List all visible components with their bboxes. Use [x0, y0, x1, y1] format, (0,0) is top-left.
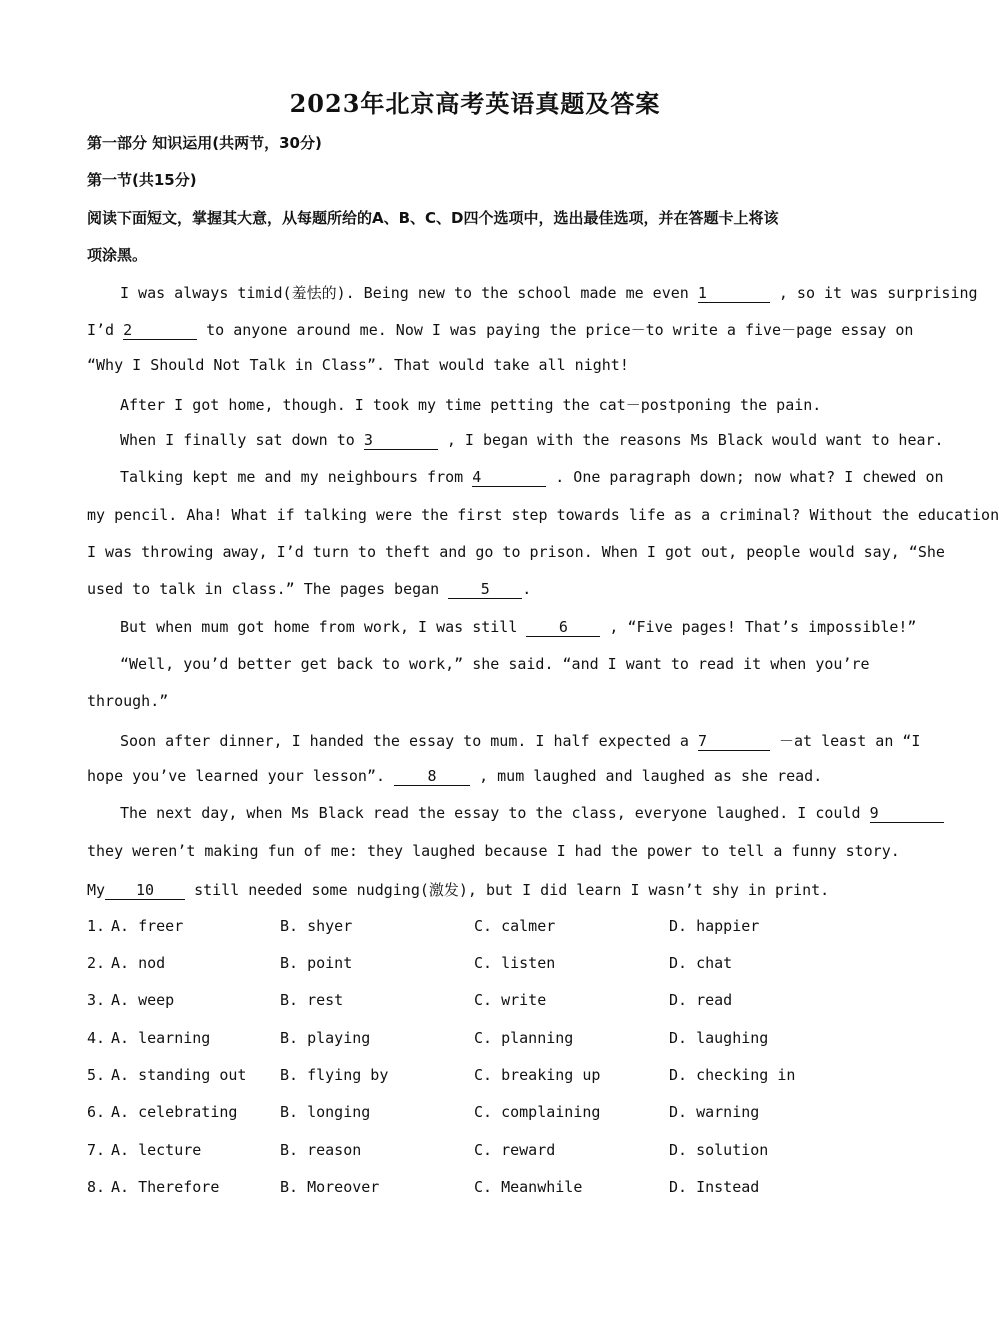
passage-text: , so it was surprising [778, 284, 978, 302]
passage-text: to anyone around me. Now I was paying the price－to write a five－page essay on [206, 321, 914, 339]
instructions-line-2: 项涂黑。 [87, 246, 148, 264]
option-d: D. Instead [669, 1178, 760, 1196]
question-number: 3. [87, 991, 106, 1009]
page-title: 2023年北京高考英语真题及答案 [289, 89, 661, 118]
passage-line: through.” [87, 692, 169, 710]
passage-text: still needed some nudging(激发), but I did learn I wasn’t shy in print. [194, 881, 830, 899]
part-heading: 第一部分 知识运用(共两节，30分) [87, 134, 322, 152]
blank-8: 8 [394, 768, 470, 786]
option-d: D. warning [669, 1103, 760, 1121]
passage-text: But when mum got home from work, I was still [120, 618, 518, 636]
passage-line: “Well, you’d better get back to work,” she said. “and I want to read it when you’re [120, 655, 870, 673]
passage-text: used to talk in class.” The pages began [87, 580, 440, 598]
option-b: B. shyer [280, 917, 353, 935]
passage-line [87, 319, 914, 340]
question-number: 4. [87, 1029, 106, 1047]
option-d: D. laughing [669, 1029, 769, 1047]
option-b: B. flying by [280, 1066, 389, 1084]
passage-line [120, 804, 879, 823]
option-d: D. chat [669, 954, 733, 972]
passage-line [120, 468, 944, 487]
passage-line: my pencil. Aha! What if talking were the first step towards life as a criminal? Without the education [87, 506, 999, 524]
option-a: A. standing out [111, 1066, 247, 1084]
passage-text: Soon after dinner, I handed the essay to mum. I half expected a [120, 732, 689, 750]
question-number: 6. [87, 1103, 106, 1121]
passage-line: After I got home, though. I took my time petting the cat－postponing the pain. [120, 396, 822, 414]
passage-text: My [87, 881, 106, 899]
question-number: 5. [87, 1066, 106, 1084]
passage-line [87, 580, 864, 599]
question-number: 2. [87, 954, 106, 972]
passage-line: they weren’t making fun of me: they laughed because I had the power to tell a funny story. [87, 842, 900, 860]
passage-text: The next day, when Ms Black read the essay to the class, everyone laughed. I could [120, 804, 861, 822]
option-d: D. read [669, 991, 733, 1009]
blank-1: 1 [698, 285, 770, 303]
passage-line [120, 618, 917, 637]
option-d: D. happier [669, 917, 760, 935]
option-b: B. rest [280, 991, 344, 1009]
option-b: B. point [280, 954, 353, 972]
option-a: A. lecture [111, 1141, 202, 1159]
passage-line [120, 282, 978, 303]
option-c: C. calmer [474, 917, 556, 935]
blank-3: 3 [364, 432, 438, 450]
option-c: C. breaking up [474, 1066, 601, 1084]
option-a: A. nod [111, 954, 166, 972]
passage-text: I was always timid(羞怯的). Being new to the school made me even [120, 284, 689, 302]
option-c: C. Meanwhile [474, 1178, 583, 1196]
option-c: C. listen [474, 954, 556, 972]
blank-6: 6 [526, 619, 600, 637]
passage-text: When I finally sat down to [120, 431, 355, 449]
passage-text: －at least an “I [779, 732, 921, 750]
blank-4: 4 [472, 469, 546, 487]
blank-10: 10 [105, 882, 185, 900]
passage-text: . One paragraph down; now what? I chewed on [555, 468, 944, 486]
passage-text: Talking kept me and my neighbours from [120, 468, 464, 486]
option-c: C. reward [474, 1141, 556, 1159]
option-c: C. planning [474, 1029, 574, 1047]
passage-text: . [522, 580, 532, 598]
passage-text: I’d [87, 321, 115, 339]
blank-2: 2 [123, 322, 197, 340]
option-b: B. playing [280, 1029, 371, 1047]
passage-text: , “Five pages! That’s impossible!” [609, 618, 917, 636]
question-number: 1. [87, 917, 106, 935]
instructions-line-1: 阅读下面短文，掌握其大意，从每题所给的A、B、C、D四个选项中，选出最佳选项，并在答题卡上将该 [87, 209, 779, 227]
option-b: B. Moreover [280, 1178, 380, 1196]
section-heading: 第一节(共15分) [87, 171, 197, 189]
option-b: B. longing [280, 1103, 371, 1121]
blank-7: 7 [698, 733, 770, 751]
option-c: C. complaining [474, 1103, 601, 1121]
passage-line [87, 879, 864, 900]
passage-text: , I began with the reasons Ms Black would want to hear. [446, 431, 944, 449]
blank-5: 5 [448, 581, 522, 599]
option-a: A. freer [111, 917, 184, 935]
question-number: 7. [87, 1141, 106, 1159]
passage-line: “Why I Should Not Talk in Class”. That would take all night! [87, 356, 629, 374]
passage-line [87, 767, 864, 786]
option-d: D. checking in [669, 1066, 796, 1084]
option-c: C. write [474, 991, 547, 1009]
passage-text: , mum laughed and laughed as she read. [479, 767, 823, 785]
passage-line [120, 730, 921, 751]
passage-line [120, 431, 944, 450]
option-b: B. reason [280, 1141, 362, 1159]
blank-9: 9 [870, 805, 944, 823]
option-a: A. celebrating [111, 1103, 238, 1121]
option-a: A. Therefore [111, 1178, 220, 1196]
option-a: A. weep [111, 991, 175, 1009]
question-number: 8. [87, 1178, 106, 1196]
passage-text: hope you’ve learned your lesson”. [87, 767, 386, 785]
option-d: D. solution [669, 1141, 769, 1159]
passage-line: I was throwing away, I’d turn to theft and go to prison. When I got out, people would say, “She [87, 543, 945, 561]
option-a: A. learning [111, 1029, 211, 1047]
